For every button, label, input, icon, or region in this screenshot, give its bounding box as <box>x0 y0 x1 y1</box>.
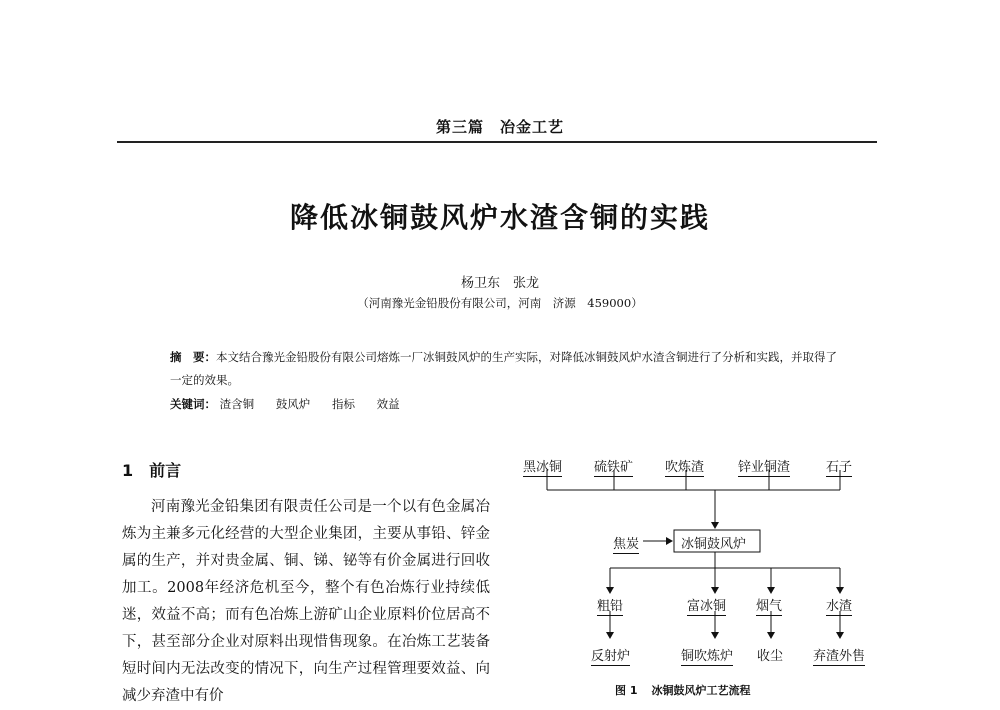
keywords-label: 关键词： <box>170 397 216 411</box>
keyword: 鼓风炉 <box>275 397 311 411</box>
header-rule <box>117 141 877 143</box>
furnace-node: 冰铜鼓风炉 <box>681 537 747 552</box>
input-zinc-copper-dross: 锌业铜渣 <box>738 456 790 477</box>
input-pyrite: 硫铁矿 <box>594 456 633 477</box>
figure-caption-text: 冰铜鼓风炉工艺流程 <box>651 684 751 697</box>
article-authors: 杨卫东 张龙 <box>460 276 539 291</box>
dest-copper-converter: 铜吹炼炉 <box>681 645 733 666</box>
keyword: 效益 <box>376 397 400 411</box>
figure-caption <box>615 682 750 698</box>
section-heading: 1 前言 <box>122 461 182 480</box>
keywords <box>170 396 840 412</box>
input-converter-slag: 吹炼渣 <box>665 456 704 477</box>
dest-dust-collection: 收尘 <box>757 649 784 664</box>
article-title: 降低冰铜鼓风炉水渣含铜的实践 <box>289 201 710 234</box>
input-black-matte: 黑冰铜 <box>523 456 562 477</box>
abstract <box>170 346 840 392</box>
product-rich-matte: 富冰铜 <box>687 595 726 616</box>
keyword: 指标 <box>331 397 355 411</box>
product-water-slag: 水渣 <box>826 595 852 616</box>
abstract-text: 本文结合豫光金铅股份有限公司熔炼一厂冰铜鼓风炉的生产实际，对降低冰铜鼓风炉水渣含铜进行了分析和实践，并取得了一定的效果。 <box>170 350 837 387</box>
section-header: 第三篇 冶金工艺 <box>435 118 564 136</box>
process-flowchart <box>510 448 880 658</box>
product-crude-lead: 粗铅 <box>597 595 623 616</box>
body-paragraph: 河南豫光金铅集团有限责任公司是一个以有色金属冶炼为主兼多元化经营的大型企业集团，主要从事铅、锌金属的生产，并对贵金属、铜、锑、铋等有价金属进行回收加工。2008年经济危机至今，整个有色冶炼行业持续低迷，效益不高；而有色冶炼上游矿山企业原料价位居高不下，甚至部分企业对原料出现惜售现象。在冶炼工艺装备短时间内无法改变的情况下，向生产过程管理要效益、向减少弃渣中有价 <box>122 499 490 704</box>
abstract-label: 摘 要： <box>170 350 216 364</box>
figure-number: 图 1 <box>615 684 638 697</box>
dest-reverberatory-furnace: 反射炉 <box>591 645 630 666</box>
keyword: 渣含铜 <box>219 397 255 411</box>
product-flue-gas: 烟气 <box>756 595 782 616</box>
input-stones: 石子 <box>826 456 852 477</box>
dest-slag-sold: 弃渣外售 <box>813 645 865 666</box>
fuel-coke: 焦炭 <box>613 533 639 554</box>
article-affiliation: （河南豫光金铅股份有限公司，河南 济源 459000） <box>357 296 643 310</box>
